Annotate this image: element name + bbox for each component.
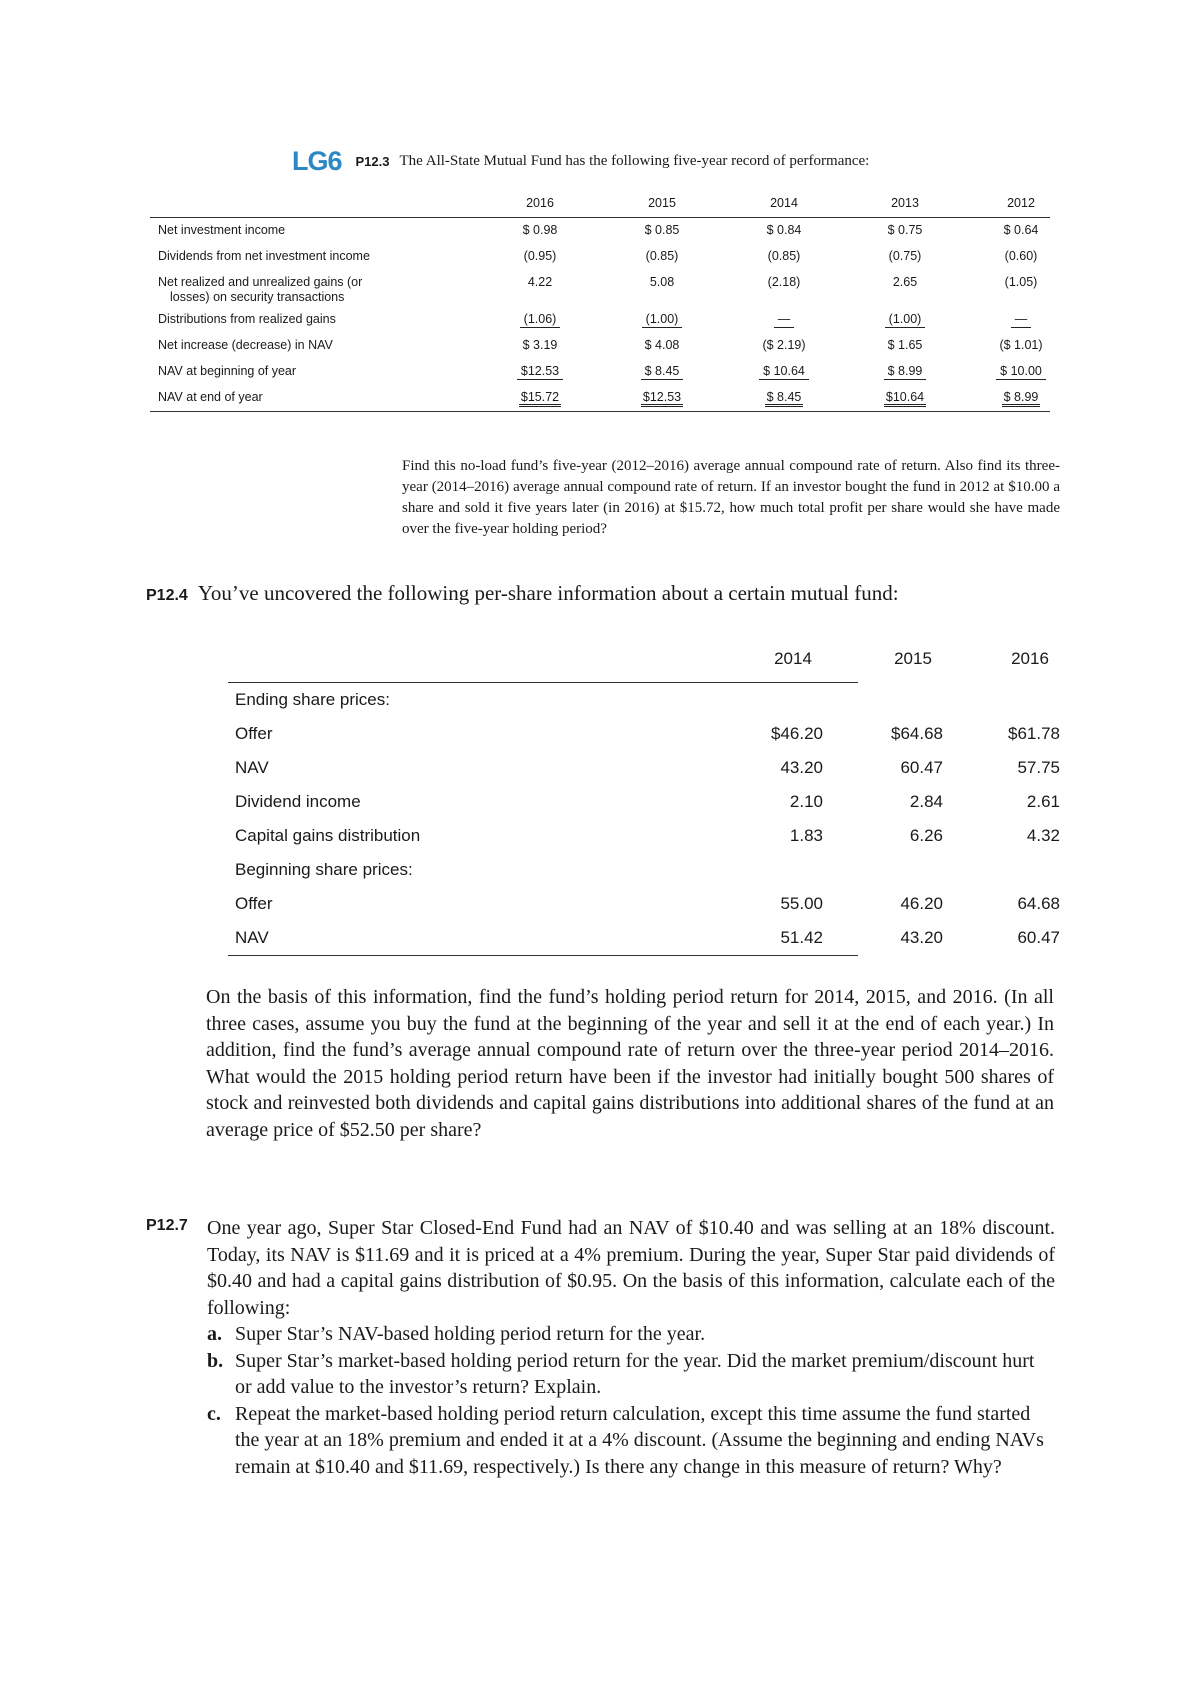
problem-intro: One year ago, Super Star Closed-End Fund had an NAV of $10.40 and was selling at an 18% discount. Today, its NAV is $11.69 and it is priced at a 4% premium. During the year, Super Star paid dividends of $0.40 and had a capital gains distribution of $0.95. On the basis of this information, calculate each of the following: [207,1217,1055,1319]
table-cell: $64.68 [891,724,943,743]
table-bottom-rule [228,955,858,956]
table-cell: 4.22 [527,275,553,289]
table-row [228,853,858,887]
table-cell: (0.95) [523,249,557,263]
sub-question-letter: b. [207,1349,224,1372]
table-cell: ($ 2.19) [762,338,806,352]
table-cell: 4.32 [1026,826,1060,845]
table-cell: 57.75 [1017,758,1060,777]
table-cell: $ 10.00 [981,364,1061,378]
p12-3-heading [292,146,869,177]
table-bottom-rule [150,411,1050,412]
table-row [150,270,1050,307]
table-cell: $ 0.75 [887,223,923,237]
table-cell: $ 8.45 [744,390,824,404]
row-label-line: losses) on security transactions [170,290,345,304]
table-row [228,819,1060,853]
table-row [150,385,1050,411]
section-label: Beginning share prices: [235,860,413,879]
table-cell: (0.75) [888,249,922,263]
table-cell: 2.84 [909,792,943,811]
sub-question-letter: a. [207,1323,222,1345]
table-cell: $12.53 [500,364,580,378]
table-cell: 5.08 [649,275,675,289]
table-cell: $ 8.99 [865,364,945,378]
sub-question [207,1321,1055,1348]
row-label: Offer [235,724,273,743]
sub-question-letter: c. [207,1402,221,1425]
problem-number: P12.7 [146,1217,188,1234]
problem-number: P12.3 [355,154,390,169]
row-label: NAV [235,758,269,777]
table-cell: 51.42 [780,928,823,947]
table-cell: (2.18) [767,275,801,289]
table-row [228,785,1060,819]
p12-4-heading [146,581,899,606]
row-label-line: Net realized and unrealized gains (or [158,275,363,289]
table-cell: $46.20 [771,724,823,743]
table-cell: (1.06) [500,312,580,326]
table-cell: 1.83 [789,826,823,845]
p12-3-question: Find this no-load fund’s five-year (2012–2016) average annual compound rate of return. Also find its three-year (2014–2016) average annual compound rate of return. If an investor bought the fund in 2012 at $10.00 a share and sold it five years later (in 2016) at $15.72, how much total profit per share would she have made over the five-year holding period? [402,458,1060,537]
table-cell: (1.00) [865,312,945,326]
table-row [150,244,1050,270]
table-cell: 2.61 [1026,792,1060,811]
row-label: NAV at beginning of year [158,364,297,378]
table-cell: (0.85) [645,249,679,263]
row-label: NAV [235,928,269,947]
year-header: 2016 [1011,649,1049,668]
sub-question [207,1401,1055,1481]
table-cell: $ 0.98 [522,223,558,237]
table-cell: (1.05) [1004,275,1038,289]
row-label: Net increase (decrease) in NAV [158,338,333,352]
table-row [150,333,1050,359]
table-cell: $ 0.64 [1003,223,1039,237]
learning-goal-logo: LG6 [292,146,342,176]
table-cell: $ 1.65 [887,338,923,352]
table-cell: 43.20 [780,758,823,777]
table-cell: $ 0.84 [766,223,802,237]
year-header: 2016 [526,196,554,210]
year-header: 2014 [770,196,798,210]
row-label [158,275,428,305]
table-row [228,717,1060,751]
section-label: Ending share prices: [235,690,390,709]
year-header: 2015 [894,649,932,668]
table-row [150,359,1050,385]
table-cell: 60.47 [1017,928,1060,947]
table-cell: 64.68 [1017,894,1060,913]
table-cell: (1.00) [622,312,702,326]
problem-number: P12.4 [146,587,188,604]
year-header: 2015 [648,196,676,210]
table-cell: $15.72 [500,390,580,404]
table-header [228,642,1049,683]
table-row [228,751,1060,785]
problem-body [207,1215,1055,1480]
table-cell: (0.85) [767,249,801,263]
sub-question-text: Super Star’s market-based holding period return for the year. Did the market premium/discount hurt or add value to the investor’s return? Explain. [235,1349,1035,1398]
table-row [228,921,1060,955]
table-cell: $ 8.99 [981,390,1061,404]
per-share-info-table [228,642,1060,956]
row-label: Net investment income [158,223,286,237]
year-header: 2013 [891,196,919,210]
row-label: Distributions from realized gains [158,312,336,326]
table-cell: $ 10.64 [744,364,824,378]
table-cell: — [744,312,824,326]
table-row [228,683,858,717]
sub-question-text: Super Star’s NAV-based holding period return for the year. [235,1323,706,1345]
sub-question-text: Repeat the market-based holding period return calculation, except this time assume the fund started the year at an 18% premium and ended it at a 4% discount. (Assume the beginning and ending NAVs remain at $10.40 and $11.69, respectively.) Is there any change in this measure of return? Why? [235,1402,1044,1478]
table-row [150,307,1050,333]
table-cell: ($ 1.01) [999,338,1043,352]
problem-intro: The All-State Mutual Fund has the following five-year record of performance: [399,153,870,169]
table-cell: $61.78 [1008,724,1060,743]
year-header: 2014 [774,649,812,668]
year-header: 2012 [1007,196,1035,210]
table-cell: 43.20 [900,928,943,947]
table-cell: 55.00 [780,894,823,913]
table-cell: 2.65 [892,275,918,289]
table-header [150,190,1050,218]
table-cell: 6.26 [909,826,943,845]
row-label: Capital gains distribution [235,826,421,845]
table-cell: $10.64 [865,390,945,404]
table-cell: $ 8.45 [622,364,702,378]
table-row [228,887,1060,921]
table-cell: 46.20 [900,894,943,913]
row-label: Dividend income [235,792,361,811]
row-label: Dividends from net investment income [158,249,370,263]
table-row [150,218,1050,244]
row-label: NAV at end of year [158,390,263,404]
table-cell: $ 4.08 [644,338,680,352]
table-cell: 60.47 [900,758,943,777]
table-cell: 2.10 [789,792,823,811]
sub-question [207,1348,1055,1401]
problem-intro: You’ve uncovered the following per-share information about a certain mutual fund: [197,581,899,605]
table-cell: $ 3.19 [522,338,558,352]
fund-performance-table [150,190,1050,412]
table-cell: — [981,312,1061,326]
table-cell: (0.60) [1004,249,1038,263]
row-label: Offer [235,894,273,913]
table-cell: $ 0.85 [644,223,680,237]
table-cell: $12.53 [622,390,702,404]
p12-4-question: On the basis of this information, find the fund’s holding period return for 2014, 2015, and 2016. (In all three cases, assume you buy the fund at the beginning of the year and sell it at the end of each year.) In addition, find the fund’s average annual compound rate of return over the three-year period 2014–2016. What would the 2015 holding period return have been if the investor had initially bought 500 shares of stock and reinvested both dividends and capital gains distributions into additional shares of the fund at an average price of $52.50 per share? [206,986,1054,1141]
